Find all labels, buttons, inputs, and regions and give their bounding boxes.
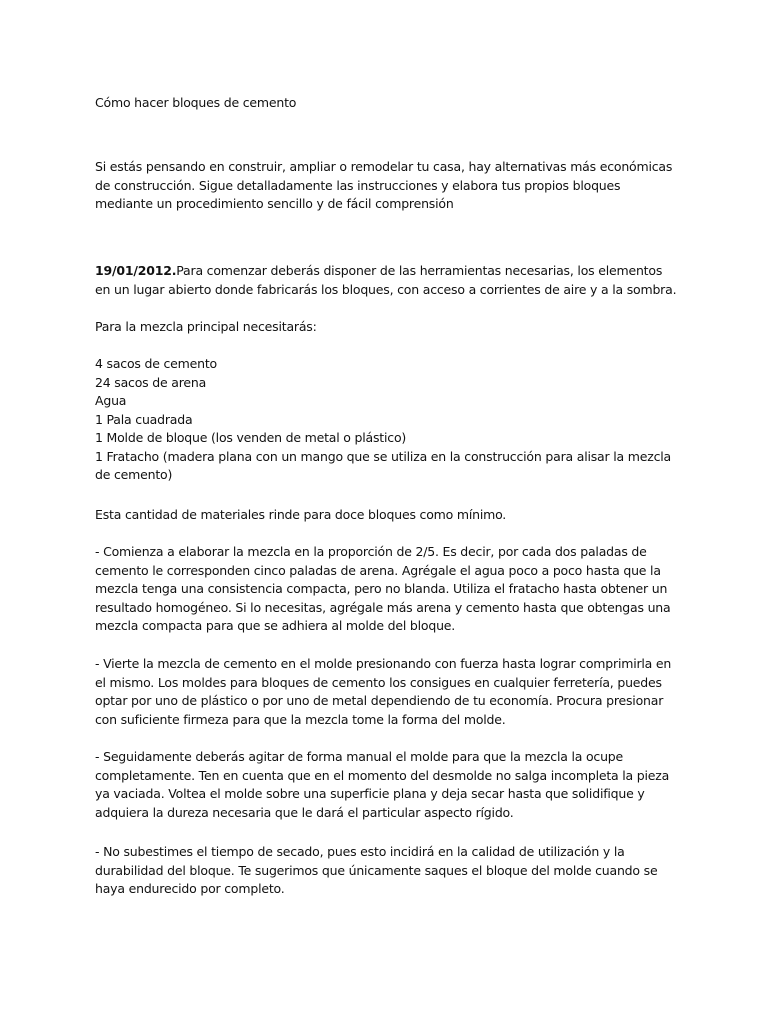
list-item: 4 sacos de cemento <box>95 356 218 371</box>
step-paragraph: - Seguidamente deberás agitar de forma manual el molde para que la mezcla la ocupe completamente. Ten en cuenta que en el momento del desmolde no salga incompleta la pieza ya vaciada. Voltea el molde sobre una superficie plana y deja secar hasta que solidifique y adquiera la dureza necesaria que le dará el particular aspecto rígido. <box>95 749 670 820</box>
intro-paragraph: Si estás pensando en construir, ampliar o remodelar tu casa, hay alternativas más económicas de construcción. Sigue detalladamente las instrucciones y elabora tus propios bloques mediante un procedimiento sencillo y de fácil comprensión <box>95 159 673 211</box>
first-paragraph-text: Para comenzar deberás disponer de las herramientas necesarias, los elementos en un lugar abierto donde fabricarás los bloques, con acceso a corrientes de aire y a la sombra. <box>95 263 677 297</box>
step-paragraph: - No subestimes el tiempo de secado, pues esto incidirá en la calidad de utilización y la durabilidad del bloque. Te sugerimos que únicamente saques el bloque del molde cuando se haya endurecido por completo. <box>95 844 658 896</box>
list-item: Agua <box>95 393 127 408</box>
step-paragraph: - Vierte la mezcla de cemento en el molde presionando con fuerza hasta lograr comprimirla en el mismo. Los moldes para bloques de cemento los consigues en cualquier ferretería, puedes optar por uno de plástico o por uno de metal dependiendo de tu economía. Procura presionar con suficiente firmeza para que la mezcla tome la forma del molde. <box>95 656 672 727</box>
step-paragraph: - Comienza a elaborar la mezcla en la proporción de 2/5. Es decir, por cada dos paladas de cemento le corresponden cinco paladas de arena. Agrégale el agua poco a poco hasta que la mezcla tenga una consistencia compacta, pero no blanda. Utiliza el fratacho hasta obtener un resultado homogéneo. Si lo necesitas, agrégale más arena y cemento hasta que obtengas una mezcla compacta para que se adhiera al molde del bloque. <box>95 544 671 633</box>
list-item: 1 Pala cuadrada <box>95 411 193 427</box>
document-title: Cómo hacer bloques de cemento <box>95 95 297 110</box>
list-item: 24 sacos de arena <box>95 374 207 390</box>
yield-note: Esta cantidad de materiales rinde para doce bloques como mínimo. <box>95 507 507 522</box>
mix-heading: Para la mezcla principal necesitarás: <box>95 319 317 334</box>
materials-list <box>95 355 680 485</box>
list-item: 1 Fratacho (madera plana con un mango que se utiliza en la construcción para alisar la mezcla de cemento) <box>95 448 671 482</box>
list-item: 1 Molde de bloque (los venden de metal o plástico) <box>95 430 407 445</box>
document-date: 19/01/2012. <box>95 263 177 278</box>
first-paragraph <box>95 262 680 299</box>
